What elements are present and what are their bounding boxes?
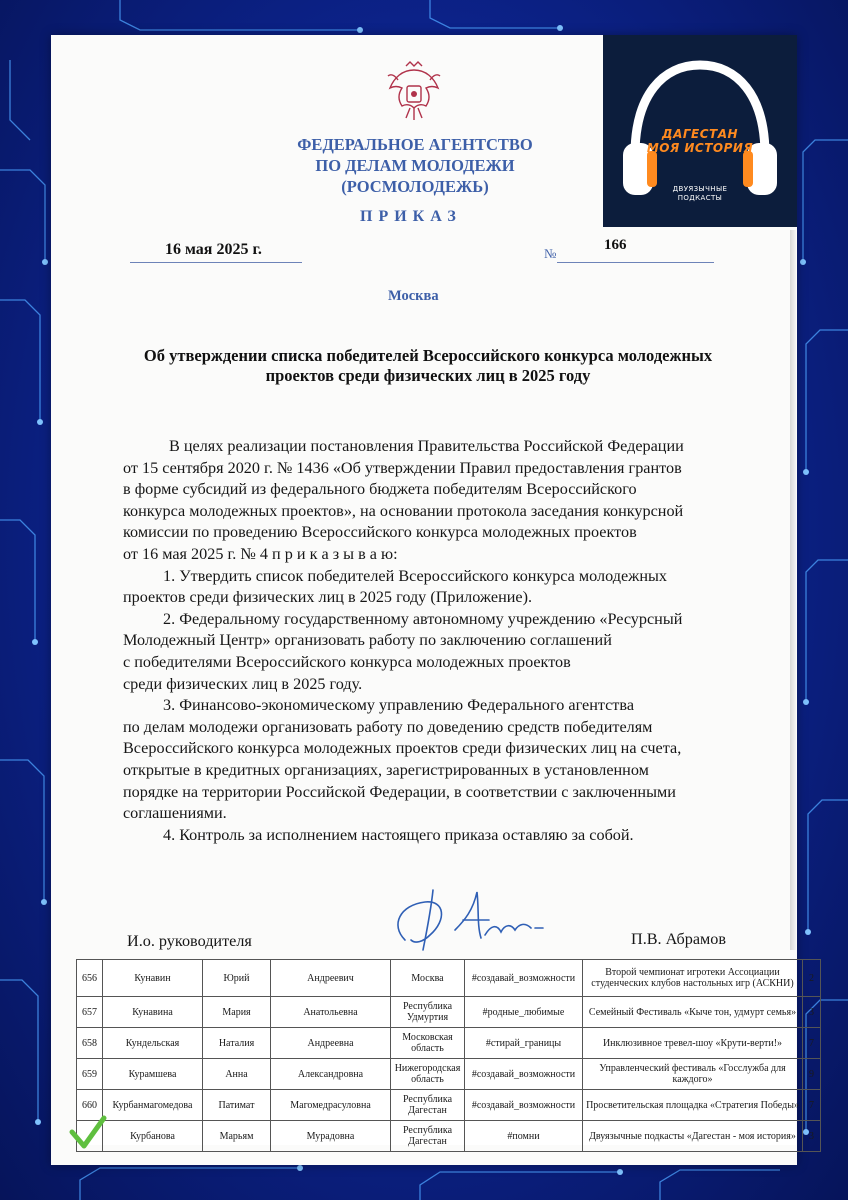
direction-cell: #создавай_возможности <box>465 1059 583 1090</box>
logo-subtitle-line-2: ПОДКАСТЫ <box>677 194 723 202</box>
amount-cell: 7 <box>803 1028 821 1059</box>
surname-cell: Кунавина <box>103 997 203 1028</box>
direction-cell: #создавай_возможности <box>465 960 583 997</box>
patronymic-cell: Андреевна <box>271 1028 391 1059</box>
subject-line-2: проектов среди физических лиц в 2025 году <box>265 366 591 385</box>
table-row <box>77 1090 821 1121</box>
signatory-name: П.В. Абрамов <box>631 930 726 948</box>
document-city: Москва <box>388 288 439 304</box>
direction-cell: #создавай_возможности <box>465 1090 583 1121</box>
name-cell: Марьям <box>203 1121 271 1152</box>
podcast-logo <box>603 35 797 227</box>
patronymic-cell: Александровна <box>271 1059 391 1090</box>
body-line-8: проектов среди физических лиц в 2025 году (Приложение). <box>123 588 533 607</box>
document-subject <box>128 346 728 386</box>
project-cell: Инклюзивное тревел-шоу «Крути-верти!» <box>583 1028 803 1059</box>
amount-cell: 2 <box>803 960 821 997</box>
region-cell: Москва <box>391 960 465 997</box>
coat-of-arms-emblem <box>384 60 444 126</box>
body-line-1: В целях реализации постановления Правительства Российской Федерации <box>169 437 684 455</box>
amount-cell: 3 <box>803 1121 821 1152</box>
project-cell: Двуязычные подкасты «Дагестан - моя история» <box>583 1121 803 1152</box>
document-body <box>123 436 736 846</box>
body-line-18: соглашениями. <box>123 804 227 823</box>
direction-cell: #стирай_границы <box>465 1028 583 1059</box>
body-line-4: конкурса молодежных проектов», на основании протокола заседания конкурсной <box>123 501 684 520</box>
region-cell: Республика Дагестан <box>391 1090 465 1121</box>
logo-subtitle-line-1: ДВУЯЗЫЧНЫЕ <box>672 185 728 193</box>
checkmark-icon <box>68 1112 108 1152</box>
body-line-2: от 15 сентября 2020 г. № 1436 «Об утверждении Правил предоставления грантов <box>123 458 682 477</box>
name-cell: Патимат <box>203 1090 271 1121</box>
logo-title-line-1: ДАГЕСТАН <box>661 127 739 141</box>
body-line-6: от 16 мая 2025 г. № 4 п р и к а з ы в а ю: <box>123 544 398 563</box>
logo-title <box>603 127 797 155</box>
number-sign: № <box>544 246 557 261</box>
handwritten-signature <box>385 880 555 960</box>
body-line-12: среди физических лиц в 2025 году. <box>123 674 363 693</box>
patronymic-cell: Мурадовна <box>271 1121 391 1152</box>
agency-line-3: (РОСМОЛОДЕЖЬ) <box>341 177 489 196</box>
row-number: 658 <box>77 1028 103 1059</box>
body-line-9: 2. Федеральному государственному автономному учреждению «Ресурсный <box>163 609 683 628</box>
document-type: ПРИКАЗ <box>360 208 462 225</box>
name-cell: Наталия <box>203 1028 271 1059</box>
surname-cell: Курбанова <box>103 1121 203 1152</box>
body-line-15: Всероссийского конкурса молодежных проектов среди физических лиц на счета, <box>123 739 682 758</box>
direction-cell: #помни <box>465 1121 583 1152</box>
surname-cell: Кундельская <box>103 1028 203 1059</box>
row-number: 656 <box>77 960 103 997</box>
logo-title-line-2: МОЯ ИСТОРИЯ <box>646 141 754 155</box>
row-number: 657 <box>77 997 103 1028</box>
body-line-10: Молодежный Центр» организовать работу по заключению соглашений <box>123 631 612 650</box>
body-line-14: по делам молодежи организовать работу по доведению средств победителям <box>123 717 653 736</box>
name-cell: Анна <box>203 1059 271 1090</box>
region-cell: Нижегородская область <box>391 1059 465 1090</box>
winners-table-excerpt <box>76 959 814 1147</box>
subject-line-1: Об утверждении списка победителей Всероссийского конкурса молодежных <box>143 346 713 365</box>
winners-table <box>76 959 821 1152</box>
amount-cell: 7 <box>803 1090 821 1121</box>
row-number: 659 <box>77 1059 103 1090</box>
table-row <box>77 1059 821 1090</box>
region-cell: Московская область <box>391 1028 465 1059</box>
agency-line-1: ФЕДЕРАЛЬНОЕ АГЕНТСТВО <box>297 135 533 154</box>
project-cell: Просветительская площадка «Стратегия Победы» <box>583 1090 803 1121</box>
body-line-11: с победителями Всероссийского конкурса молодежных проектов <box>123 652 571 671</box>
amount-cell: 3 <box>803 997 821 1028</box>
page-edge <box>790 230 796 950</box>
surname-cell: Кунавин <box>103 960 203 997</box>
patronymic-cell: Анатольевна <box>271 997 391 1028</box>
patronymic-cell: Магомедрасуловна <box>271 1090 391 1121</box>
signatory-role: И.о. руководителя <box>127 932 252 950</box>
project-cell: Управленческий фестиваль «Госслужба для каждого» <box>583 1059 803 1090</box>
table-row <box>77 997 821 1028</box>
agency-name <box>260 134 570 197</box>
body-line-16: открытые в кредитных организациях, зарегистрированных в установленном <box>123 760 649 779</box>
document-date: 16 мая 2025 г. <box>165 241 262 258</box>
table-row <box>77 960 821 997</box>
body-line-13: 3. Финансово-экономическому управлению Федерального агентства <box>163 696 635 715</box>
amount-cell: 9 <box>803 1059 821 1090</box>
surname-cell: Курамшева <box>103 1059 203 1090</box>
body-line-17: порядке на территории Российской Федерации, в соответствии с заключенными <box>123 782 676 801</box>
body-line-7: 1. Утвердить список победителей Всероссийского конкурса молодежных <box>163 566 667 585</box>
name-cell: Юрий <box>203 960 271 997</box>
body-line-3: в форме субсидий из федерального бюджета победителям Всероссийского <box>123 480 637 499</box>
document-number: 166 <box>604 237 627 253</box>
region-cell: Республика Дагестан <box>391 1121 465 1152</box>
body-line-5: комиссии по проведению Всероссийского конкурса молодежных проектов <box>123 523 637 542</box>
region-cell: Республика Удмуртия <box>391 997 465 1028</box>
direction-cell: #родные_любимые <box>465 997 583 1028</box>
body-line-19: 4. Контроль за исполнением настоящего приказа оставляю за собой. <box>163 825 634 844</box>
surname-cell: Курбанмагомедова <box>103 1090 203 1121</box>
project-cell: Семейный Фестиваль «Кыче тон, удмурт семья» <box>583 997 803 1028</box>
name-cell: Мария <box>203 997 271 1028</box>
table-row <box>77 1028 821 1059</box>
patronymic-cell: Андреевич <box>271 960 391 997</box>
table-row <box>77 1121 821 1152</box>
date-underline <box>130 262 302 263</box>
row-number: 660 <box>77 1090 103 1121</box>
project-cell: Второй чемпионат игротеки Ассоциации студенческих клубов настольных игр (АСКНИ) <box>583 960 803 997</box>
logo-subtitle <box>603 185 797 203</box>
agency-line-2: ПО ДЕЛАМ МОЛОДЕЖИ <box>315 156 515 175</box>
number-underline <box>557 262 714 263</box>
